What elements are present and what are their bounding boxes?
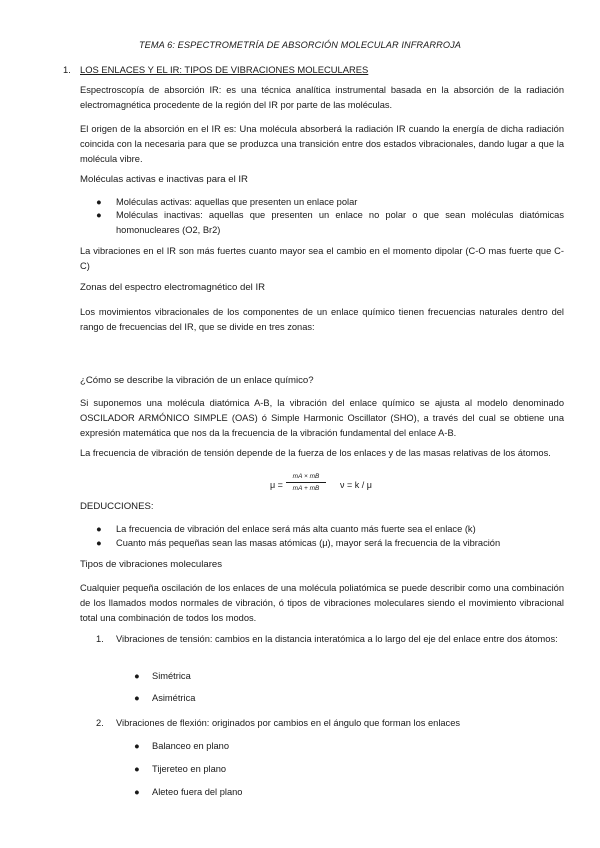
document-title: TEMA 6: ESPECTROMETRÍA DE ABSORCIÓN MOLECULAR INFRARROJA: [138, 40, 462, 50]
sub-bullet-item: [134, 671, 191, 681]
sub-bullet-text: Aleteo fuera del plano: [152, 787, 243, 797]
item-number: 2.: [96, 718, 104, 728]
deductions-label: DEDUCCIONES:: [80, 501, 154, 512]
bullet-icon: ●: [134, 693, 140, 703]
subheading-zones: Zonas del espectro electromagnético del IR: [80, 282, 266, 293]
section-number: 1.: [63, 64, 71, 75]
paragraph-origin: El origen de la absorción en el IR es: Una molécula absorberá la radiación IR cuando la energía de dicha radiación coincida con la necesaria para que se produzca una transición entre dos estados vibracionales, dando lugar a que la molécula vibre.: [80, 124, 564, 164]
formula-numerator: mA × mB: [292, 473, 320, 480]
numbered-item: [96, 632, 564, 647]
formula-denominator: mA + mB: [292, 485, 320, 492]
bullet-icon: ●: [96, 538, 102, 548]
formula-frequency: ν = k / μ: [340, 480, 372, 490]
item-text: Vibraciones de flexión: originados por cambios en el ángulo que forman los enlaces: [116, 718, 461, 728]
subheading-vibration-types: Tipos de vibraciones moleculares: [80, 559, 223, 570]
numbered-item: [96, 716, 564, 731]
bullet-item: [96, 522, 564, 537]
section-heading: [63, 64, 368, 75]
bullet-icon: ●: [96, 524, 102, 534]
bullet-text: Moléculas inactivas: aquellas que presenten un enlace no polar o que sean moléculas diatómicas homonucleares (O2, Br2): [116, 210, 564, 235]
bullet-item: [96, 536, 564, 551]
sub-bullet-item: [134, 741, 229, 751]
formula-mu: μ =: [270, 480, 283, 490]
paragraph-vibrations: La vibraciones en el IR son más fuertes cuanto mayor sea el cambio en el momento dipolar (C-O mas fuerte que C-C): [80, 246, 564, 271]
sub-bullet-item: [134, 764, 226, 774]
bullet-text: Cuanto más pequeñas sean las masas atómicas (μ), mayor será la frecuencia de la vibración: [116, 538, 501, 548]
bullet-icon: ●: [134, 787, 140, 797]
bullet-text: La frecuencia de vibración del enlace será más alta cuanto más fuerte sea el enlace (k): [116, 524, 476, 534]
paragraph-oscillator: Si suponemos una molécula diatómica A-B, la vibración del enlace químico se ajusta al modelo denominado OSCILADOR ARMÓNICO SIMPLE (OAS) ó Simple Harmonic Oscillator (SHO), a través del cual se obtiene una expresión matemática que nos da la frecuencia de la vibración fundamental del enlace A-B.: [80, 398, 564, 438]
bullet-icon: ●: [134, 741, 140, 751]
sub-bullet-text: Balanceo en plano: [152, 741, 230, 751]
sub-bullet-text: Asimétrica: [152, 693, 196, 703]
paragraph-definition: Espectroscopía de absorción IR: es una técnica analítica instrumental basada en la absorción de la radiación electromagnética procedente de la región del IR por parte de las moléculas.: [80, 85, 564, 110]
section-title: LOS ENLACES Y EL IR: TIPOS DE VIBRACIONES MOLECULARES: [80, 64, 369, 75]
item-text: Vibraciones de tensión: cambios en la distancia interatómica a lo largo del eje del enlace entre dos átomos:: [116, 634, 558, 644]
paragraph-vibration-types: Cualquier pequeña oscilación de los enlaces de una molécula poliatómica se puede describir como una combinación de los llamados modos normales de vibración, ó tipos de vibraciones moleculares siendo el movimiento vibracional total una combinación de todos los modos.: [80, 583, 564, 623]
paragraph-frequency: La frecuencia de vibración de tensión depende de la fuerza de los enlaces y de las masas relativas de los átomos.: [80, 448, 551, 458]
bullet-icon: ●: [134, 671, 140, 681]
paragraph-zones: Los movimientos vibracionales de los componentes de un enlace químico tienen frecuencias naturales dentro del rango de frecuencias del IR, que se divide en tres zonas:: [80, 307, 564, 332]
fraction-bar: [286, 482, 326, 483]
bullet-icon: ●: [96, 210, 102, 220]
bullet-icon: ●: [96, 197, 102, 207]
bullet-item: [96, 208, 564, 237]
sub-bullet-text: Simétrica: [152, 671, 191, 681]
bullet-text: Moléculas activas: aquellas que presenten un enlace polar: [116, 197, 358, 207]
item-number: 1.: [96, 634, 104, 644]
reduced-mass-formula: [270, 472, 390, 500]
subheading-active-molecules: Moléculas activas e inactivas para el IR: [80, 174, 248, 185]
sub-bullet-item: [134, 693, 195, 703]
bullet-icon: ●: [134, 764, 140, 774]
sub-bullet-item: [134, 787, 242, 797]
sub-bullet-text: Tijereteo en plano: [152, 764, 227, 774]
subheading-bond-vibration: ¿Cómo se describe la vibración de un enlace químico?: [80, 375, 314, 386]
formula-fraction: [286, 472, 326, 493]
